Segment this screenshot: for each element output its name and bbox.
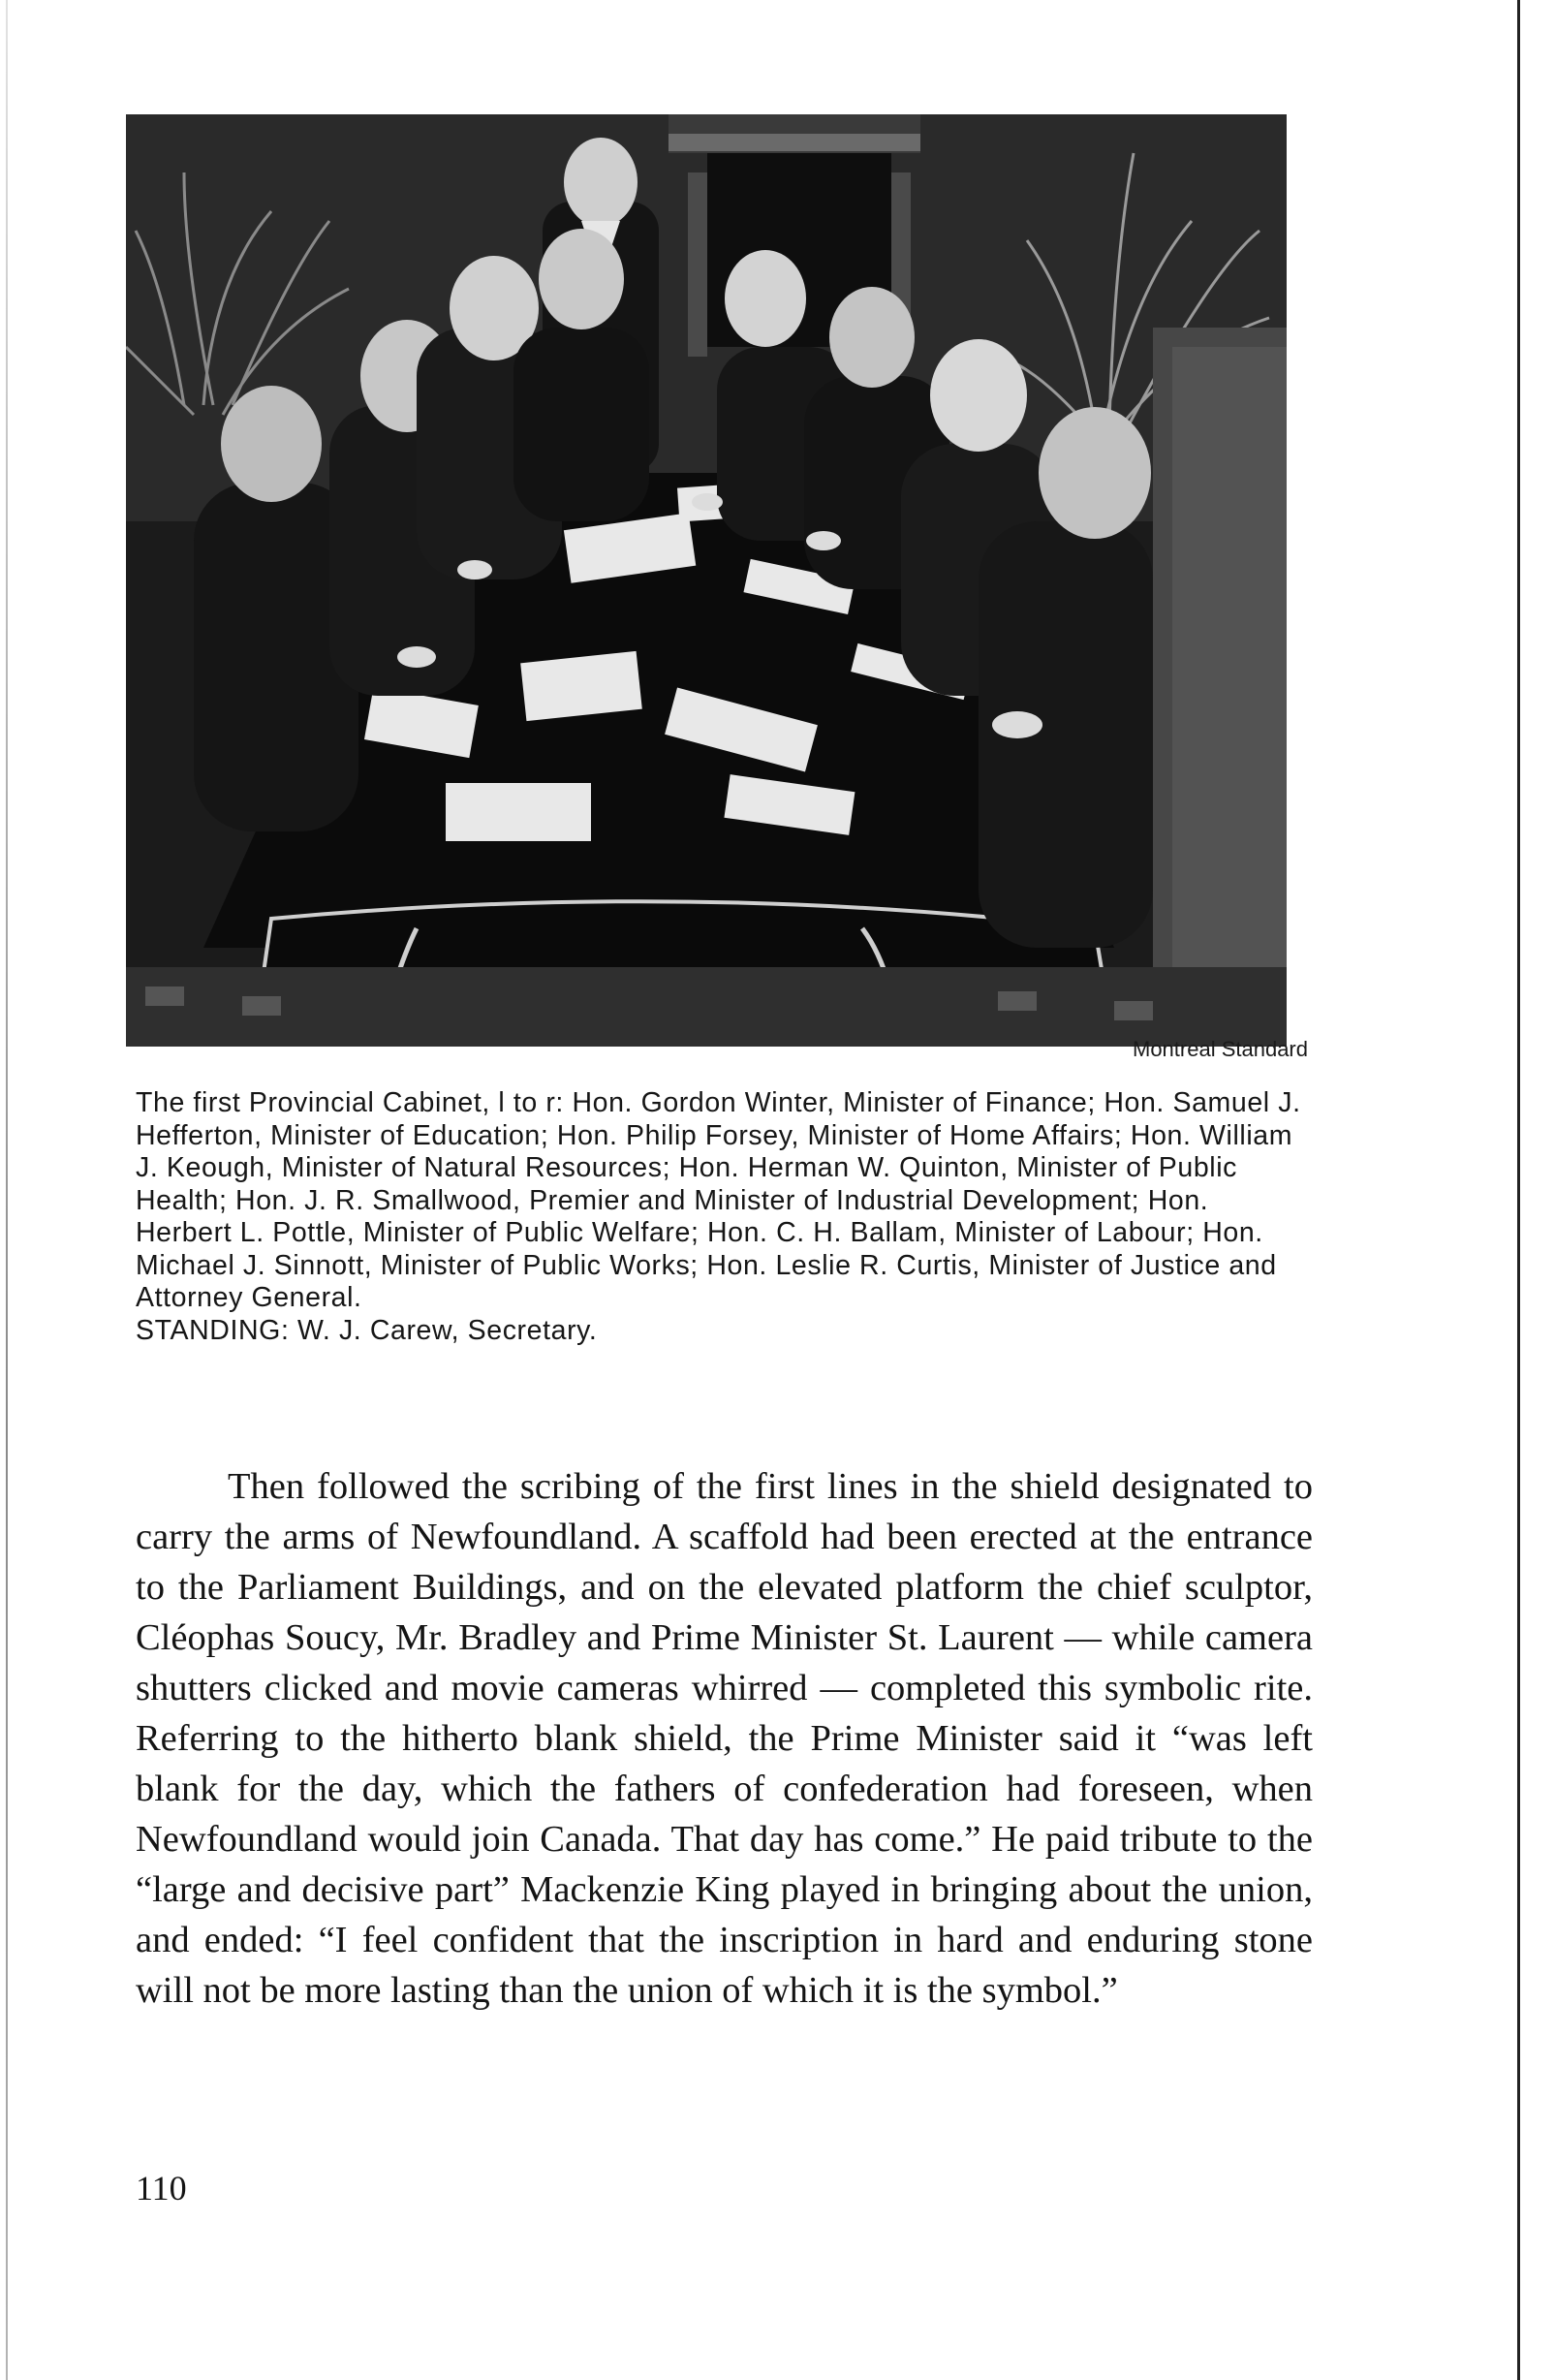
caption-standing: STANDING: W. J. Carew, Secretary. [136, 1314, 598, 1346]
photo-credit: Montreal Standard [1133, 1037, 1308, 1061]
page-number: 110 [136, 2169, 187, 2208]
cabinet-photograph-illustration [126, 114, 1287, 1047]
body-paragraph: Then followed the scribing of the first lines in the shield designated to carry the arms of Newfoundland. A scaffold had been erected at the entrance to the Parliament Buildings, and on the elevated platform the chief sculptor, Cléophas Soucy, Mr. Bradley and Prime Minister St. Laurent — while camera shutters clicked and movie cameras whirred — completed this symbolic rite. Referring to the hitherto blank shield, the Prime Minister said it “was left blank for the day, which the fathers of confederation had foreseen, when Newfoundland would join Canada. That day has come.” He paid tribute to the “large and decisive part” Mackenzie King played in bringing about the union, and ended: “I feel confident that the inscription in hard and enduring stone will not be more lasting than the union of which it is the symbol.” [136, 1466, 1313, 2011]
caption-text: The first Provincial Cabinet, l to r: Hon. Gordon Winter, Minister of Finance; Hon. Samuel J. Hefferton, Minister of Education; Hon. Philip Forsey, Minister of Home Affairs; Hon. William J. Keough, Minister of Natural Resources; Hon. Herman W. Quinton, Minister of Public Health; Hon. J. R. Smallwood, Premier and Minister of Industrial Development; Hon. Herbert L. Pottle, Minister of Public Welfare; Hon. C. H. Ballam, Minister of Labour; Hon. Michael J. Sinnott, Minister of Public Works; Hon. Leslie R. Curtis, Minister of Justice and Attorney General. [136, 1087, 1301, 1313]
photo-caption [136, 1087, 1308, 1347]
page-edge-left [6, 0, 8, 2380]
cabinet-photograph [126, 114, 1287, 1047]
page-edge-right [1517, 0, 1520, 2380]
